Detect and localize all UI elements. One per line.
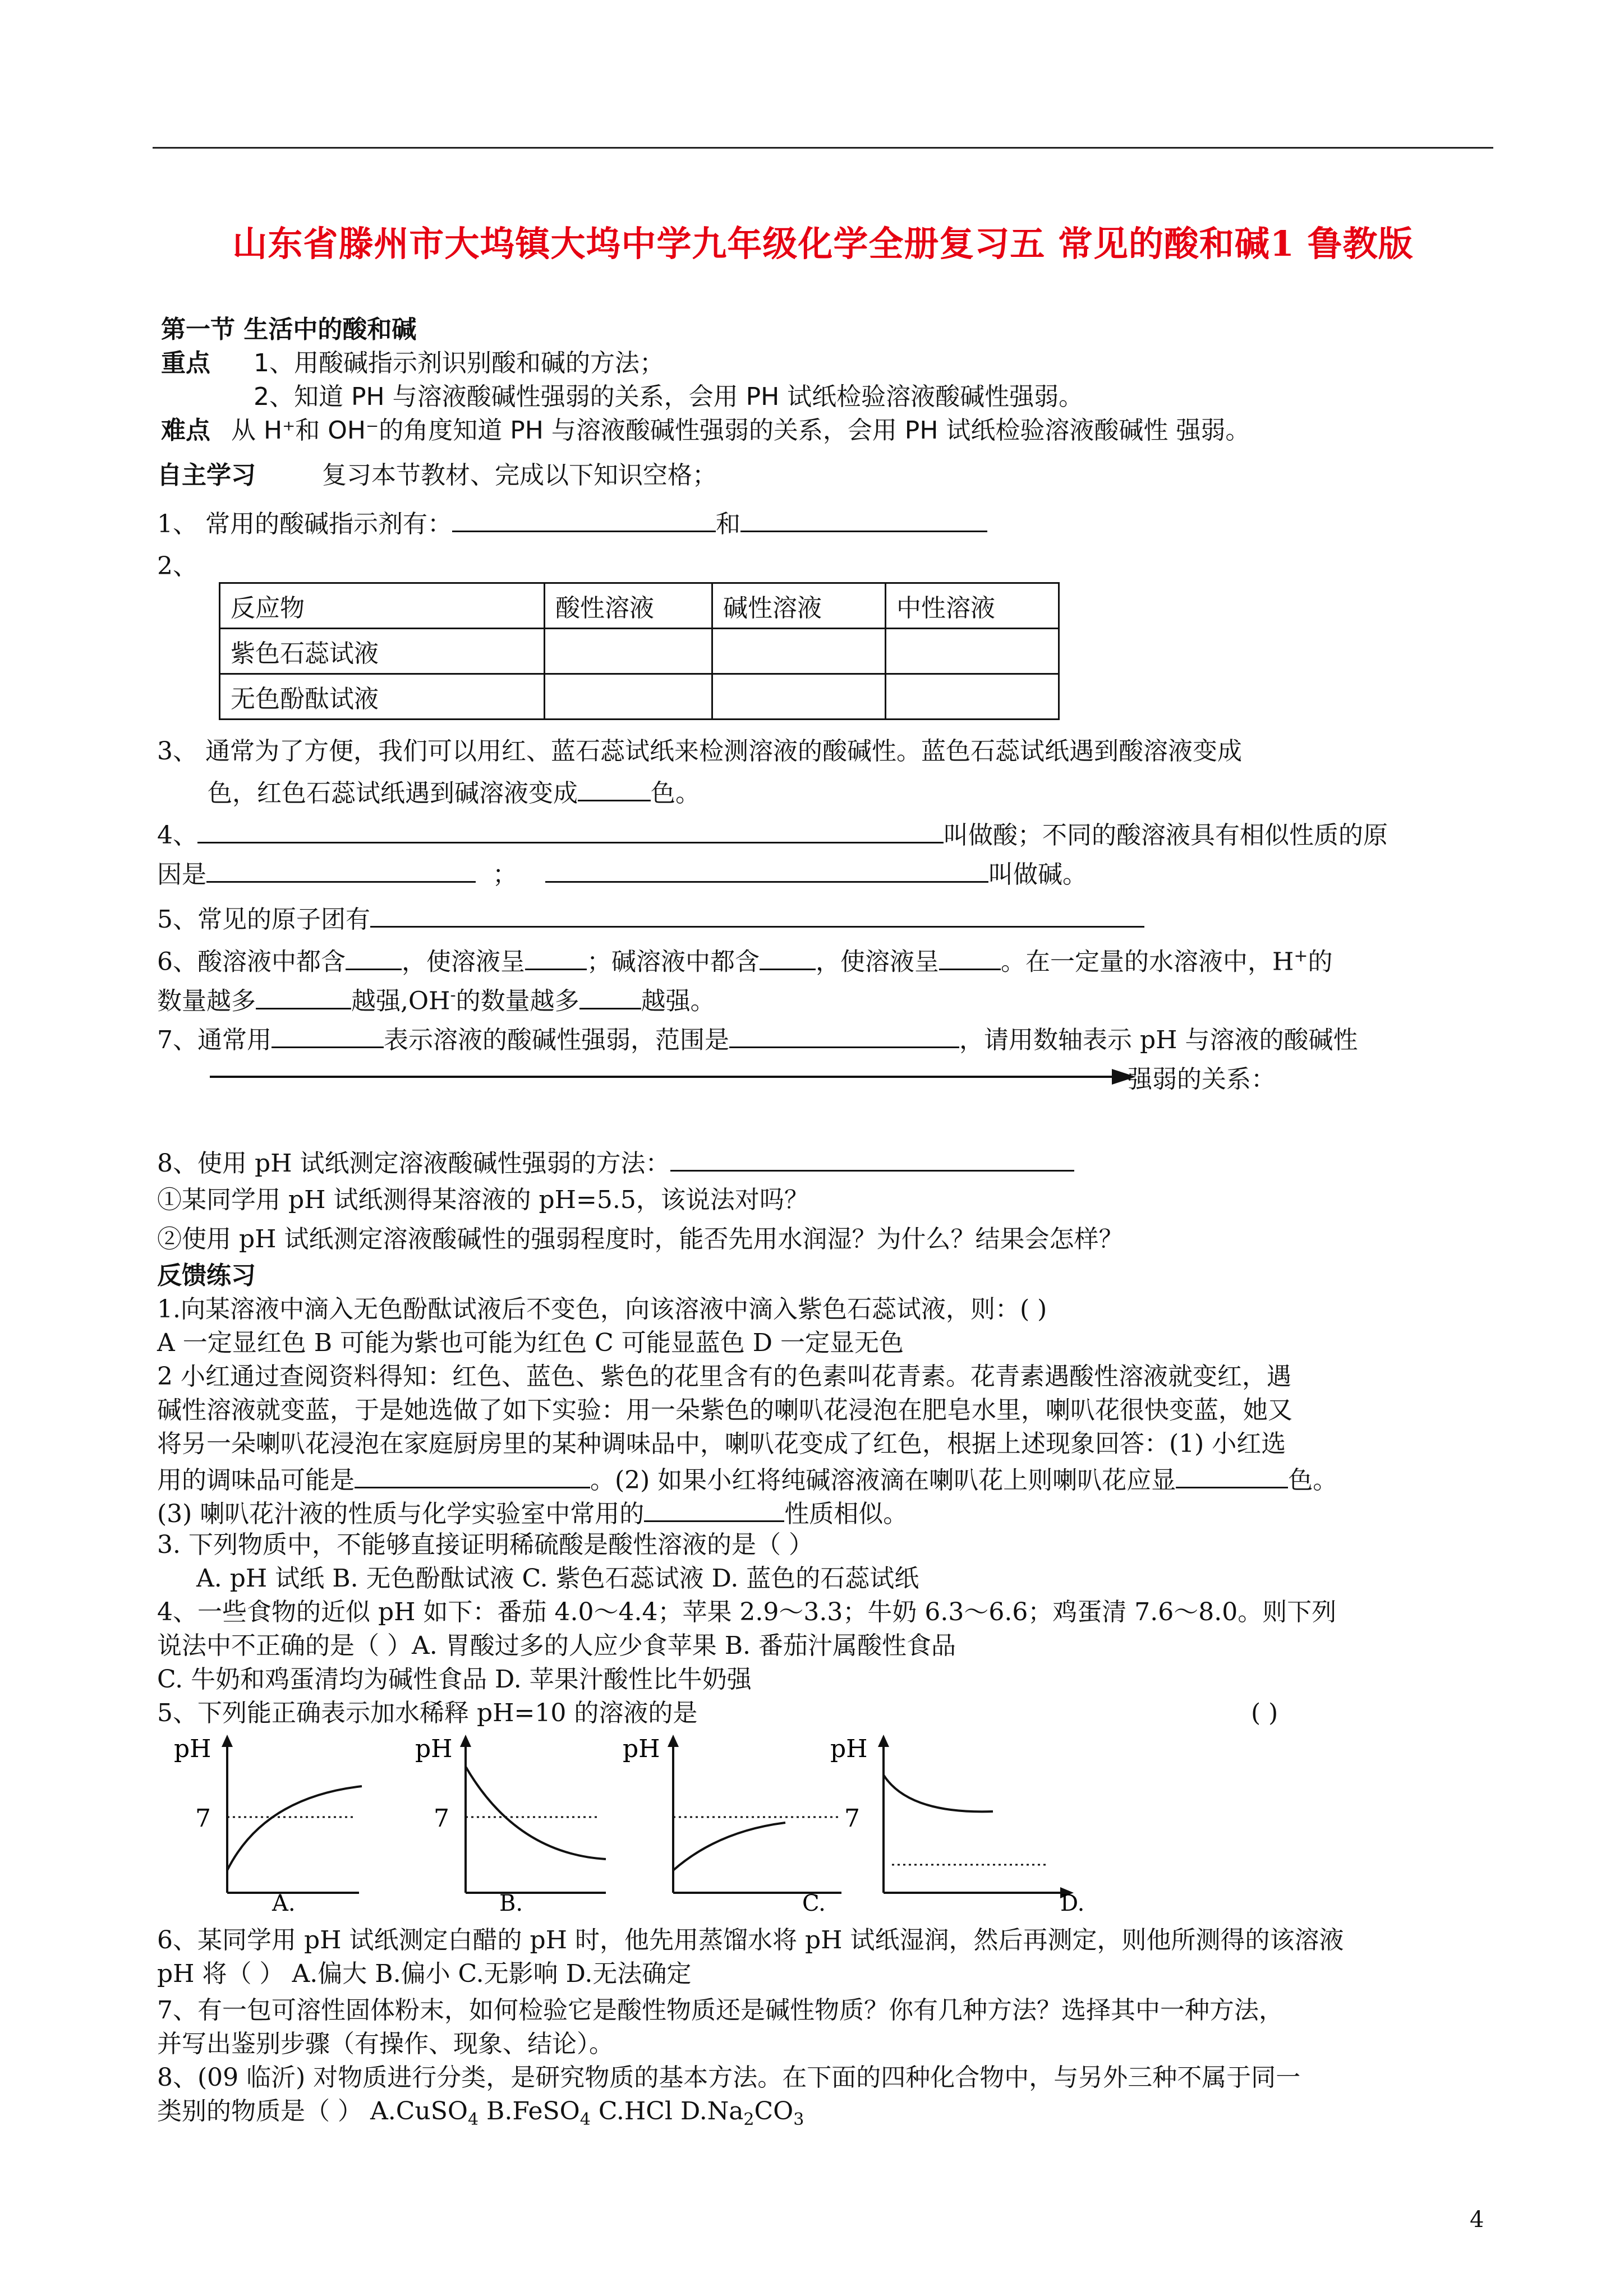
graph-ylabel: pH bbox=[830, 1735, 868, 1763]
answer-blank[interactable] bbox=[370, 900, 1144, 928]
table-row-label: 无色酚酞试液 bbox=[220, 674, 545, 720]
answer-blank[interactable] bbox=[729, 1021, 959, 1048]
feedback-4-line2: 说法中不正确的是（ ）A. 胃酸过多的人应少食苹果 B. 番茄汁属酸性食品 bbox=[157, 1631, 956, 1660]
answer-blank[interactable] bbox=[452, 505, 716, 532]
question-1: 1、 常用的酸碱指示剂有： 和 bbox=[157, 505, 987, 541]
answer-blank[interactable] bbox=[355, 1461, 590, 1488]
feedback-2-line3: 将另一朵喇叭花浸泡在家庭厨房里的某种调味品中，喇叭花变成了红色，根据上述现象回答：(1) 小红选 bbox=[157, 1430, 1286, 1458]
number-line-arrow bbox=[208, 1066, 1139, 1088]
feedback-5-line1: 5、下列能正确表示加水稀释 pH=10 的溶液的是 bbox=[157, 1699, 698, 1727]
feedback-6-line1: 6、某同学用 pH 试纸测定白醋的 pH 时，他先用蒸馏水将 pH 试纸湿润，然后再测定，则他所测得的该溶液 bbox=[157, 1926, 1344, 1954]
graph-d[interactable] bbox=[825, 1730, 1088, 1915]
table-cell[interactable] bbox=[886, 629, 1059, 674]
answer-blank[interactable] bbox=[545, 855, 988, 883]
feedback-1-line1: 1.向某溶液中滴入无色酚酞试液后不变色，向该溶液中滴入紫色石蕊试液，则：( ) bbox=[157, 1295, 1047, 1324]
graph-ylabel: pH bbox=[415, 1735, 453, 1763]
key-label: 重点 bbox=[161, 349, 210, 377]
answer-blank[interactable] bbox=[760, 943, 816, 970]
graph-option-label: D. bbox=[1060, 1891, 1085, 1915]
question-8-sub2: ②使用 pH 试纸测定溶液酸碱性的强弱程度时，能否先用水润湿？为什么？结果会怎样？ bbox=[157, 1225, 1124, 1253]
answer-blank[interactable] bbox=[256, 982, 351, 1009]
table-row bbox=[220, 674, 1059, 720]
answer-blank[interactable] bbox=[525, 943, 587, 970]
key-point-2: 2、知道 PH 与溶液酸碱性强弱的关系，会用 PH 试纸检验溶液酸碱性强弱。 bbox=[254, 382, 1084, 411]
answer-blank[interactable] bbox=[578, 774, 651, 801]
difficulty-text: 从 H⁺和 OH⁻的角度知道 PH 与溶液酸碱性强弱的关系，会用 PH 试纸检验溶液酸碱性 强弱。 bbox=[231, 416, 1250, 445]
indicator-table bbox=[219, 582, 1060, 720]
graph-a[interactable] bbox=[163, 1730, 398, 1915]
question-4-line2: 因是 ； 叫做碱。 bbox=[157, 855, 1087, 892]
table-cell[interactable] bbox=[545, 674, 712, 720]
answer-blank[interactable] bbox=[272, 1021, 384, 1048]
feedback-7-line2: 并写出鉴别步骤（有操作、现象、结论）。 bbox=[157, 2030, 614, 2058]
question-7-line2: 强弱的关系： bbox=[1128, 1065, 1276, 1094]
answer-blank[interactable] bbox=[1176, 1461, 1288, 1488]
answer-blank[interactable] bbox=[939, 943, 1001, 970]
feedback-7-line1: 7、有一包可溶性固体粉末，如何检验它是酸性物质还是碱性物质？你有几种方法？选择其中一种方法， bbox=[157, 1996, 1283, 2025]
key-point-1: 1、用酸碱指示剂识别酸和碱的方法； bbox=[254, 349, 664, 377]
graph-ylabel: pH bbox=[174, 1735, 211, 1763]
feedback-5-paren: ( ) bbox=[1251, 1699, 1278, 1727]
question-6-line2: 数量越多 越强,OH-的数量越多 越强。 bbox=[157, 979, 715, 1018]
table-row bbox=[220, 629, 1059, 674]
graph-option-label: A. bbox=[272, 1891, 296, 1915]
graph-seven-label: 7 bbox=[844, 1804, 860, 1833]
feedback-2-line2: 碱性溶液就变蓝，于是她选做了如下实验：用一朵紫色的喇叭花浸泡在肥皂水里，喇叭花很快变蓝，她又 bbox=[157, 1396, 1292, 1424]
table-cell[interactable] bbox=[712, 674, 886, 720]
graph-option-label: C. bbox=[802, 1891, 826, 1915]
table-header-row bbox=[220, 583, 1059, 629]
self-study-text: 复习本节教材、完成以下知识空格； bbox=[322, 461, 717, 490]
feedback-4-line1: 4、一些食物的近似 pH 如下：番茄 4.0～4.4；苹果 2.9～3.3；牛奶 6.3～6.6；鸡蛋清 7.6～8.0。则下列 bbox=[157, 1598, 1337, 1626]
question-8-sub1: ①某同学用 pH 试纸测得某溶液的 pH=5.5，该说法对吗？ bbox=[157, 1186, 809, 1214]
table-header: 中性溶液 bbox=[886, 583, 1059, 629]
question-5: 5、常见的原子团有 bbox=[157, 900, 1144, 937]
feedback-8-line2: 类别的物质是（ ） A.CuSO$_4$ B.FeSO$_4$ C.HCl $D.Na_2CO_3$ bbox=[157, 2097, 804, 2129]
answer-blank[interactable] bbox=[670, 1144, 1074, 1172]
graph-option-label: B. bbox=[499, 1891, 523, 1915]
feedback-2-line1: 2 小红通过查阅资料得知：红色、蓝色、紫色的花里含有的色素叫花青素。花青素遇酸性溶液就变红，遇 bbox=[157, 1362, 1291, 1391]
feedback-3-line2: A. pH 试纸 B. 无色酚酞试液 C. 紫色石蕊试液 D. 蓝色的石蕊试纸 bbox=[196, 1564, 919, 1593]
table-header: 酸性溶液 bbox=[545, 583, 712, 629]
table-header: 反应物 bbox=[220, 583, 545, 629]
graph-b[interactable] bbox=[404, 1730, 640, 1915]
header-rule bbox=[153, 147, 1493, 149]
question-3-line2: 色，红色石蕊试纸遇到碱溶液变成 色。 bbox=[208, 774, 700, 810]
answer-blank[interactable] bbox=[346, 943, 402, 970]
feedback-6-line2: pH 将（ ） A.偏大 B.偏小 C.无影响 D.无法确定 bbox=[157, 1960, 692, 1988]
difficulty-label: 难点 bbox=[161, 416, 210, 445]
textbook-excerpt bbox=[153, 297, 1482, 445]
page-number: 4 bbox=[1470, 2207, 1484, 2233]
table-cell[interactable] bbox=[886, 674, 1059, 720]
question-8: 8、使用 pH 试纸测定溶液酸碱性强弱的方法： bbox=[157, 1144, 1074, 1181]
table-header: 碱性溶液 bbox=[712, 583, 886, 629]
graph-seven-label: 7 bbox=[195, 1804, 211, 1833]
excerpt-heading: 第一节 生活中的酸和碱 bbox=[161, 315, 417, 344]
answer-blank[interactable] bbox=[740, 505, 987, 532]
feedback-label: 反馈练习 bbox=[157, 1261, 256, 1290]
document-title: 山东省滕州市大坞镇大坞中学九年级化学全册复习五 常见的酸和碱1 鲁教版 bbox=[232, 223, 1414, 264]
self-study-line bbox=[157, 459, 717, 492]
question-2-label: 2、 bbox=[157, 552, 197, 580]
feedback-2-line5: (3) 喇叭花汁液的性质与化学实验室中常用的 性质相似。 bbox=[157, 1495, 908, 1531]
table-cell[interactable] bbox=[545, 629, 712, 674]
self-study-label: 自主学习 bbox=[157, 461, 256, 490]
question-6-line1: 6、酸溶液中都含 ，使溶液呈 ；碱溶液中都含 ，使溶液呈 。在一定量的水溶液中，H+的 bbox=[157, 939, 1333, 979]
feedback-8-line1: 8、(09 临沂) 对物质进行分类，是研究物质的基本方法。在下面的四种化合物中，与另外三种不属于同一 bbox=[157, 2063, 1301, 2092]
table-cell[interactable] bbox=[712, 629, 886, 674]
answer-blank[interactable] bbox=[197, 816, 944, 843]
answer-blank[interactable] bbox=[206, 855, 476, 883]
feedback-3-line1: 3. 下列物质中，不能够直接证明稀硫酸是酸性溶液的是（ ） bbox=[157, 1530, 813, 1559]
question-3-line1: 3、 通常为了方便，我们可以用红、蓝石蕊试纸来检测溶液的酸碱性。蓝色石蕊试纸遇到酸溶液变成 bbox=[157, 737, 1242, 766]
question-7-line1: 7、通常用 表示溶液的酸碱性强弱，范围是 ，请用数轴表示 pH 与溶液的酸碱性 bbox=[157, 1021, 1358, 1057]
feedback-2-line4: 用的调味品可能是 。(2) 如果小红将纯碱溶液滴在喇叭花上则喇叭花应显 色。 bbox=[157, 1461, 1337, 1497]
graph-ylabel: pH bbox=[623, 1735, 660, 1763]
feedback-4-line3: C. 牛奶和鸡蛋清均为碱性食品 D. 苹果汁酸性比牛奶强 bbox=[157, 1665, 752, 1694]
answer-blank[interactable] bbox=[644, 1495, 784, 1522]
feedback-1-line2: A 一定显红色 B 可能为紫也可能为红色 C 可能显蓝色 D 一定显无色 bbox=[157, 1329, 904, 1357]
table-row-label: 紫色石蕊试液 bbox=[220, 629, 545, 674]
question-4-line1: 4、 叫做酸；不同的酸溶液具有相似性质的原 bbox=[157, 816, 1388, 852]
graph-seven-label: 7 bbox=[434, 1804, 449, 1833]
answer-blank[interactable] bbox=[579, 982, 641, 1009]
